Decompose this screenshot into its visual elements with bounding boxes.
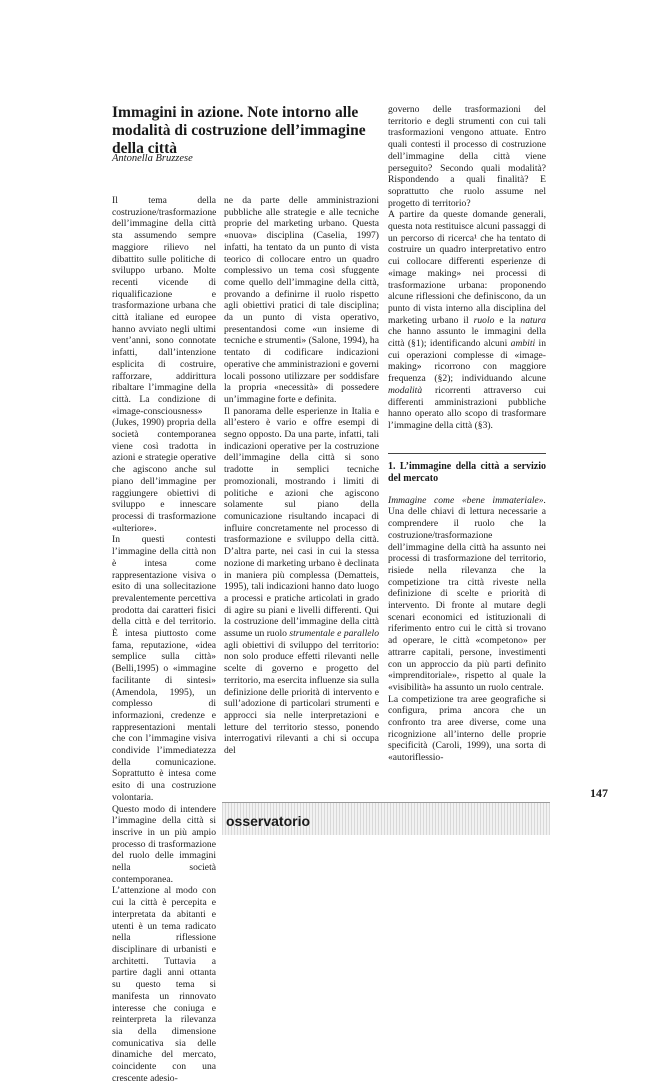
paragraph: [388, 209, 546, 431]
emphasis: natura: [520, 314, 546, 326]
emphasis: strumentale e parallelo: [289, 628, 379, 640]
paragraph-text: in cui operazioni complesse di «image-making» ricorrono con maggiore frequenza (§2); individuando alcune: [388, 338, 546, 385]
paragraph-text: e la: [499, 314, 516, 326]
emphasis: modalità: [388, 384, 423, 396]
paragraph: Questo modo di intendere l’immagine della città si inscrive in un più ampio processo di trasformazione del ruolo delle immagini nella società contemporanea. L’attenzione al modo con cui la città è percepita e interpretata da abitanti e utenti è un tema radicato nella riflessione disciplinare di urbanisti e architetti. Tuttavia a partire dagli anni ottanta su questo tema si manifesta un rinnovato interesse che coniuga e reinterpreta la rilevanza sia della dimensione comunicativa sia delle dinamiche del mercato, coincidente con una crescente adesio-: [112, 803, 216, 1084]
paragraph-text: ricorrenti attraverso cui differenti amministrazioni pubbliche hanno operato allo scopo di trasformare l’immagine della città (§3).: [388, 384, 547, 431]
paragraph: [388, 495, 546, 694]
paragraph: [224, 406, 379, 757]
paragraph: Il tema della costruzione/trasformazione dell’immagine della città sta assumendo sempre maggiore rilievo nel dibattito sulle politiche di sviluppo urbano. Molte recenti vicende di riqualificazione e trasformazione urbana che città italiane ed europee hanno avviato negli ultimi vent’anni, sono connotate infatti, dall’intenzione esplicita di costruire, rafforzare, addirittura ribaltare l’immagine della città. La condizione di «image-consciousness» (Jukes, 1990) propria della società contemporanea viene così tradotta in azioni e strategie operative che agiscono anche sul piano dell’immagine per raggiungere obiettivi di sviluppo e innescare processi di trasformazione «ulteriore».: [112, 195, 217, 534]
emphasis: ruolo: [473, 314, 495, 326]
paragraph-text: agli obiettivi di sviluppo del territorio: non solo produce effetti rilevanti nelle scelte di governo e progetto del territorio, ma esercita influenze sia sulla definizione delle priorità di intervento e sull’adozione di particolari strumenti e approcci sia nelle interpretazioni e letture del territorio stesso, ponendo interrogativi rilevanti a chi si occupa del: [224, 639, 379, 757]
section-heading: 1. L’immagine della città a servizio del mercato: [388, 460, 546, 484]
emphasis: ambiti: [510, 338, 536, 350]
text-column-1: [112, 195, 216, 1084]
text-column-3: [388, 104, 546, 764]
paragraph-text: Una delle chiavi di lettura necessarie a comprendere il ruolo che la costruzione/trasformazione dell’immagine della città ha assunto nei processi di trasformazione del territorio, risiede nella rilevanza che la competizione tra città riveste nella definizione di scelte e priorità di intervento. Di fronte al mutare degli scenari economici ed istituzionali di riferimento entro cui le città si trovano ad operare, le città «competono» per attrarre capitali, persone, investimenti con un approccio da più parti definito «imprenditoriale», rispetto al quale la «visibilità» ha assunto un ruolo centrale.: [388, 506, 546, 693]
page-number: 147: [590, 786, 608, 800]
paragraph-text: Il panorama delle esperienze in Italia e all’estero è vario e offre esempi di segno opposto. Da una parte, infatti, tali indicazioni operative per la costruzione dell’immagine della città si sono tradotte in semplici tecniche promozionali, mostrando i limiti di politiche e azioni che agiscono solamente sul piano della comunicazione risultando incapaci di influire concretamente nel processo di trasformazione e sviluppo della città. D’altra parte, nei casi in cui la stessa nozione di marketing urbano è declinata in maniera più complessa (Dematteis, 1995), tali indicazioni hanno dato luogo a processi e pratiche articolati in grado di agire su piani e livelli differenti. Qui la costruzione dell’immagine della città assume un ruolo: [224, 405, 379, 640]
section-footer-label: osservatorio: [226, 813, 311, 829]
spacer: [388, 432, 546, 448]
text-column-2: [224, 195, 379, 757]
article-author: Antonella Bruzzese: [112, 153, 193, 164]
section-footer-band: [222, 802, 550, 835]
paragraph: governo delle trasformazioni del territorio e degli strumenti con cui tali trasformazioni vengono attuate. Entro quali contesti il processo di costruzione dell’immagine della città viene perseguito? Secondo quali modalità? Rispondendo a quali finalità? E soprattutto che ruolo assume nel progetto di territorio?: [388, 104, 546, 209]
paragraph: In questi contesti l’immagine della città non è intesa come rappresentazione visiva o esito di una sollecitazione prevalentemente percettiva prodotta dai caratteri fisici della città e del territorio. È intesa piuttosto come fama, reputazione, «idea semplice sulla città» (Belli,1995) o «immagine facilitante di sintesi» (Amendola, 1995), un complesso di informazioni, credenze e rappresentazioni mentali che con l’immagine visiva condivide l’immediatezza della comunicazione. Soprattutto è intesa come esito di una costruzione volontaria.: [112, 534, 216, 803]
spacer: [388, 485, 546, 495]
paragraph: La competizione tra aree geografiche si configura, prima ancora che un confronto tra aree diverse, come una ricognizione all’interno delle proprie specificità (Caroli, 1999), una sorta di «autoriflessio-: [388, 693, 546, 764]
paragraph-text: A partire da queste domande generali, questa nota restituisce alcuni passaggi di un percorso di ricerca¹ che ha tentato di costruire un quadro interpretativo entro cui collocare differenti esperienze di «image making» nei processi di trasformazione urbana: proponendo alcune riflessioni che definiscono, da un punto di vista interno alla disciplina del marketing urbano il: [388, 209, 546, 326]
article-title: Immagini in azione. Note intorno alle modalità di costruzione dell’immagine della città: [112, 104, 366, 157]
section-divider: [388, 453, 546, 454]
paragraph-text: che hanno assunto le immagini della città (§1); identificando alcuni: [388, 326, 546, 350]
paragraph: ne da parte delle amministrazioni pubbliche alle strategie e alle tecniche proprie del marketing urbano. Questa «nuova» disciplina (Caselia, 1997) infatti, ha tentato da un punto di vista teorico di collocare entro un quadro complessivo un tema così sfuggente come quello dell’immagine della città, provando a definirne il ruolo rispetto agli obiettivi pratici di tale disciplina; da un punto di vista operativo, presentandosi come «un insieme di tecniche e strumenti» (Salone, 1994), ha tentato di codificare indicazioni operative che amministrazioni e governi locali possono utilizzare per soddisfare la propria «necessità» di possedere un’immagine forte e definita.: [224, 195, 379, 405]
emphasis: Immagine come «bene immateriale».: [388, 494, 546, 506]
